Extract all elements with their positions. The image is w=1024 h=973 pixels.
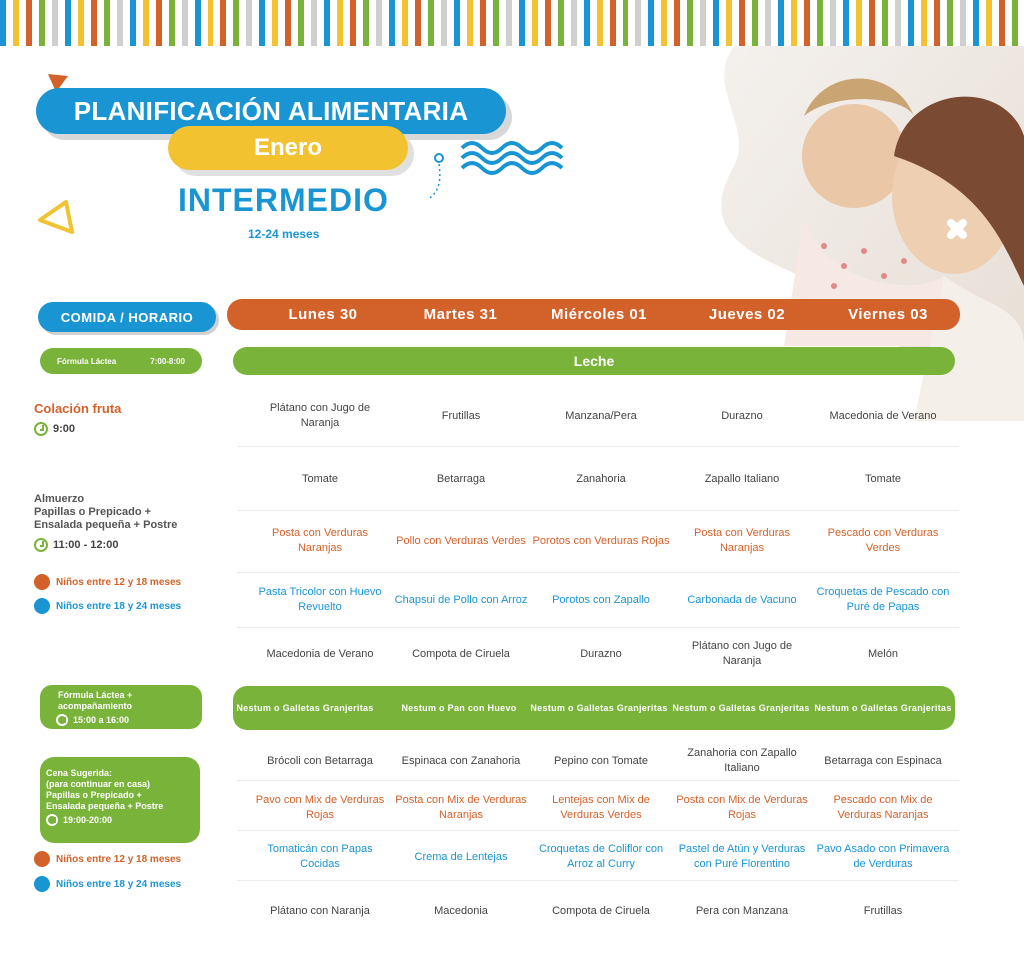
stripe — [246, 0, 252, 46]
stripe — [1012, 0, 1018, 46]
cena-young-cell: Pescado con Mix de Verduras Naranjas — [833, 794, 933, 821]
stripe — [285, 0, 291, 46]
stripe — [532, 0, 538, 46]
stripe — [65, 0, 71, 46]
orange-dot-icon — [34, 574, 50, 590]
stripe — [208, 0, 214, 46]
age-range: 12-24 meses — [248, 227, 320, 241]
stripe — [947, 0, 953, 46]
cena-young-cell: Posta con Mix de Verduras Rojas — [676, 794, 808, 821]
stripe — [233, 0, 239, 46]
cena-old-cell: Pastel de Atún y Verduras con Puré Florentino — [678, 843, 806, 870]
almuerzo-dessert-cell: Durazno — [580, 647, 622, 660]
formula-row-label — [40, 348, 202, 374]
stripe — [182, 0, 188, 46]
blue-dot-icon — [34, 598, 50, 614]
cena-young-cell: Pavo con Mix de Verduras Rojas — [255, 794, 385, 821]
formula-label: Fórmula Láctea — [57, 356, 117, 366]
stripe — [597, 0, 603, 46]
legend-young: Niños entre 12 y 18 meses — [34, 851, 181, 867]
stripe — [169, 0, 175, 46]
stripe — [869, 0, 875, 46]
cena-old-cell: Tomaticán con Papas Cocidas — [267, 843, 373, 870]
formula-time: 7:00-8:00 — [150, 356, 185, 366]
stripe — [493, 0, 499, 46]
day-header: Viernes 03 — [848, 306, 928, 323]
cena-salad-cell: Brócoli con Betarraga — [267, 754, 373, 767]
row-divider — [237, 780, 959, 781]
cena-old-cell: Crema de Lentejas — [414, 850, 508, 863]
cena-salad-cell: Zanahoria con Zapallo Italiano — [687, 747, 797, 774]
snack-cell: Nestum o Pan con Huevo — [401, 702, 517, 713]
stripe — [117, 0, 123, 46]
stripe — [220, 0, 226, 46]
stripe — [960, 0, 966, 46]
almuerzo-dessert-cell: Plátano con Jugo de Naranja — [691, 640, 793, 667]
stripe — [571, 0, 577, 46]
stripe — [415, 0, 421, 46]
decorative-stripes — [0, 0, 1024, 46]
stripe — [739, 0, 745, 46]
stripe — [934, 0, 940, 46]
month-label: Enero — [168, 126, 408, 170]
cena-dessert-cell: Plátano con Naranja — [270, 904, 370, 917]
page-title: PLANIFICACIÓN ALIMENTARIA — [36, 88, 506, 134]
stripe — [778, 0, 784, 46]
stripe — [26, 0, 32, 46]
almuerzo-salad-cell: Tomate — [301, 472, 339, 485]
stripe — [480, 0, 486, 46]
blue-dot-icon — [34, 876, 50, 892]
snack-cell: Nestum o Galletas Granjeritas — [814, 702, 952, 713]
stripe — [726, 0, 732, 46]
stripe — [143, 0, 149, 46]
milk-bar: Leche — [233, 347, 955, 375]
stripe — [908, 0, 914, 46]
cena-old-cell: Croquetas de Coliflor con Arroz al Curry — [538, 843, 664, 870]
stripe — [376, 0, 382, 46]
cena-label: Cena Sugerida: (para continuar en casa) Papillas o Prepicado + Ensalada pequeña + Postre 19:00-20:00 — [40, 757, 200, 843]
almuerzo-young-cell: Posta con Verduras Naranjas — [271, 527, 368, 554]
stripe — [610, 0, 616, 46]
snack-cell: Nestum o Galletas Granjeritas — [672, 702, 810, 713]
stripe — [389, 0, 395, 46]
almuerzo-old-cell: Croquetas de Pescado con Puré de Papas — [816, 586, 950, 613]
stripe — [39, 0, 45, 46]
stripe — [441, 0, 447, 46]
almuerzo-label: Almuerzo Papillas o Prepicado + Ensalada pequeña + Postre — [34, 493, 178, 531]
stripe — [584, 0, 590, 46]
colacion-cell: Plátano con Jugo de Naranja — [269, 402, 371, 429]
stripe — [830, 0, 836, 46]
row-divider — [237, 446, 959, 447]
stripe — [545, 0, 551, 46]
snack-bar — [233, 686, 955, 730]
stripe — [791, 0, 797, 46]
cena-young-cell: Lentejas con Mix de Verduras Verdes — [552, 794, 650, 821]
blue-waves-decoration — [430, 136, 580, 216]
colacion-cell: Macedonia de Verano — [829, 409, 937, 422]
stripe — [843, 0, 849, 46]
stripe — [324, 0, 330, 46]
stripe — [428, 0, 434, 46]
almuerzo-time: 11:00 - 12:00 — [34, 538, 118, 552]
snack-cell: Nestum o Galletas Granjeritas — [236, 702, 374, 713]
stripe — [817, 0, 823, 46]
day-header: Lunes 30 — [288, 306, 358, 323]
almuerzo-old-cell: Carbonada de Vacuno — [687, 593, 797, 606]
snack-cell: Nestum o Galletas Granjeritas — [530, 702, 668, 713]
cena-old-cell: Pavo Asado con Primavera de Verduras — [816, 843, 950, 870]
colacion-label: Colación fruta — [34, 401, 122, 416]
stripe — [700, 0, 706, 46]
stripe — [0, 0, 6, 46]
cena-young-cell: Posta con Mix de Verduras Naranjas — [395, 794, 527, 821]
almuerzo-salad-cell: Zanahoria — [576, 472, 626, 485]
row-divider — [237, 510, 959, 511]
stripe — [259, 0, 265, 46]
cena-dessert-cell: Pera con Manzana — [695, 904, 789, 917]
stripe — [52, 0, 58, 46]
stripe — [687, 0, 693, 46]
stripe — [519, 0, 525, 46]
almuerzo-salad-cell: Betarraga — [436, 472, 486, 485]
clock-icon — [34, 422, 48, 436]
almuerzo-old-cell: Chapsui de Pollo con Arroz — [394, 593, 528, 606]
orange-dot-icon — [34, 851, 50, 867]
stripe — [272, 0, 278, 46]
clock-icon — [34, 538, 48, 552]
almuerzo-dessert-cell: Macedonia de Verano — [266, 647, 374, 660]
stripe — [337, 0, 343, 46]
stripe — [78, 0, 84, 46]
almuerzo-young-cell: Posta con Verduras Naranjas — [693, 527, 790, 554]
day-header: Jueves 02 — [708, 306, 786, 323]
stripe — [13, 0, 19, 46]
stripe — [467, 0, 473, 46]
almuerzo-dessert-cell: Compota de Ciruela — [412, 647, 510, 660]
level-label: INTERMEDIO — [178, 182, 389, 218]
stripe — [973, 0, 979, 46]
yellow-triangle-decoration — [36, 198, 80, 238]
stripe — [648, 0, 654, 46]
stripe — [104, 0, 110, 46]
cena-dessert-cell: Macedonia — [434, 904, 488, 917]
almuerzo-dessert-cell: Melón — [868, 647, 898, 660]
row-divider — [237, 572, 959, 573]
cena-salad-cell: Espinaca con Zanahoria — [401, 754, 521, 767]
almuerzo-salad-cell: Zapallo Italiano — [704, 472, 780, 485]
colacion-time: 9:00 — [34, 422, 75, 436]
stripe — [298, 0, 304, 46]
day-header: Miércoles 01 — [550, 306, 648, 323]
row-divider — [237, 830, 959, 831]
stripe — [91, 0, 97, 46]
stripe — [350, 0, 356, 46]
colacion-cell: Manzana/Pera — [565, 409, 637, 422]
stripe — [804, 0, 810, 46]
colacion-cell: Durazno — [721, 409, 763, 422]
stripe — [856, 0, 862, 46]
stripe — [661, 0, 667, 46]
day-header: Martes 31 — [423, 306, 498, 323]
stripe — [986, 0, 992, 46]
row-divider — [237, 880, 959, 881]
stripe — [311, 0, 317, 46]
stripe — [195, 0, 201, 46]
cena-salad-cell: Pepino con Tomate — [554, 754, 648, 767]
stripe — [999, 0, 1005, 46]
stripe — [506, 0, 512, 46]
colacion-cell: Frutillas — [441, 409, 481, 422]
almuerzo-young-cell: Pollo con Verduras Verdes — [396, 534, 526, 547]
stripe — [623, 0, 629, 46]
cena-dessert-cell: Compota de Ciruela — [552, 904, 650, 917]
stripe — [895, 0, 901, 46]
almuerzo-young-cell: Pescado con Verduras Verdes — [827, 527, 939, 554]
stripe — [130, 0, 136, 46]
almuerzo-salad-cell: Tomate — [864, 472, 902, 485]
meal-schedule-header: COMIDA / HORARIO — [38, 302, 216, 332]
cena-salad-cell: Betarraga con Espinaca — [824, 754, 942, 767]
clock-icon — [46, 814, 58, 826]
stripe — [454, 0, 460, 46]
stripe — [882, 0, 888, 46]
stripe — [156, 0, 162, 46]
legend-old: Niños entre 18 y 24 meses — [34, 598, 181, 614]
row-divider — [237, 627, 959, 628]
stripe — [921, 0, 927, 46]
cena-dessert-cell: Frutillas — [863, 904, 903, 917]
almuerzo-old-cell: Porotos con Zapallo — [552, 593, 650, 606]
legend-old: Niños entre 18 y 24 meses — [34, 876, 181, 892]
stripe — [635, 0, 641, 46]
stripe — [713, 0, 719, 46]
stripe — [558, 0, 564, 46]
stripe — [363, 0, 369, 46]
legend-young: Niños entre 12 y 18 meses — [34, 574, 181, 590]
days-header — [227, 299, 960, 330]
clock-icon — [56, 714, 68, 726]
stripe — [402, 0, 408, 46]
stripe — [674, 0, 680, 46]
stripe — [752, 0, 758, 46]
formula-snack-label: Fórmula Láctea + acompañamiento 15:00 a 16:00 — [40, 685, 202, 729]
almuerzo-young-cell: Porotos con Verduras Rojas — [532, 534, 670, 547]
stripe — [765, 0, 771, 46]
almuerzo-old-cell: Pasta Tricolor con Huevo Revuelto — [258, 586, 382, 613]
